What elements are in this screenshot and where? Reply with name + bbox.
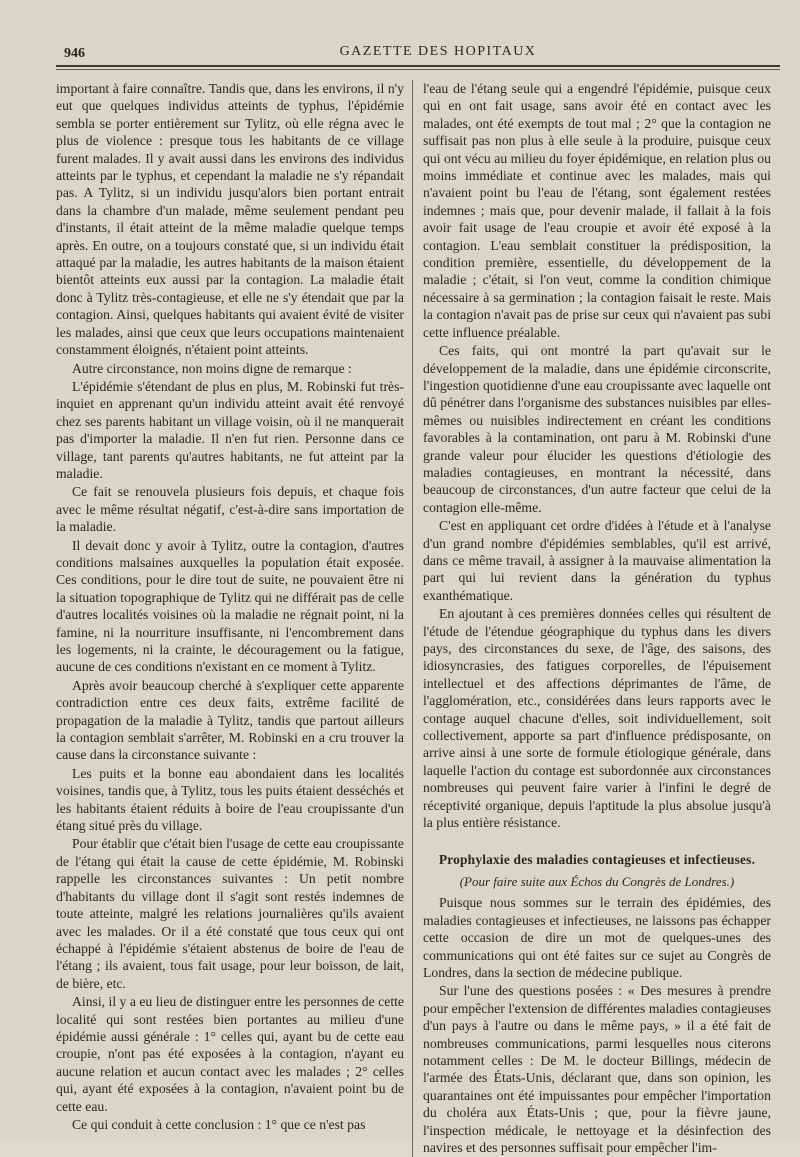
paragraph: Autre circonstance, non moins digne de remarque : xyxy=(72,360,352,376)
paragraph: Ces faits, qui ont montré la part qu'avait sur le développement de la maladie, dans une épidémie circonscrite, l'ingestion quotidienne d'une eau croupissante avec laquelle ont dû pénétrer dans l'organisme des substances nuisibles par elles-mêmes ou nuisibles indirectement en créant les conditions favorables à la contamination, ont paru à M. Robinski d'une grande valeur pour élucider les questions d'étiologie des maladies contagieuses, en montrant la nécessité, dans beaucoup de circonstances, d'un autre facteur que celui de la contagion elle-même. xyxy=(423,343,771,515)
paragraph: Il devait donc y avoir à Tylitz, outre la contagion, d'autres conditions malsaines auxquelles la population était exposée. Ces conditions, pour le dire tout de suite, ne pouvaient être ni la situation topographique de Tylitz qui ne différait pas de celle d'autres localités voisines où la maladie ne régnait point, ni la famine, ni la nourriture insuffisante, ni l'encombrement dans les logements, ni la crainte, le découragement ou la fatigue, aucune de ces conditions n'existant en ce moment à Tylitz. xyxy=(56,537,404,675)
section-heading: Prophylaxie des maladies contagieuses et infectieuses. xyxy=(438,852,756,868)
left-column xyxy=(56,80,412,1157)
paragraph: l'eau de l'étang seule qui a engendré l'épidémie, puisque ceux qui en ont fait usage, sans avoir été en contact avec les malades, ont été exempts de tout mal ; 2° que la contagion ne suffisait pas non plus à elle seule à la produire, puisque ceux qui ont vécu au milieu du foyer épidémique, en relation plus ou moins immédiate et continue avec les malades, mais qui n'avaient point bu l'eau de l'étang, sont également restées indemnes ; mais que, pour devenir malade, il fallait à la fois avoir fait usage de l'eau croupie et avoir été exposé à la contagion. L'eau semblait constituer la prédisposition, la condition première, essentielle, du développement de la maladie ; c'était, si l'on veut, comme la condition chimique nécessaire à sa germination ; la contagion faisait le reste. Mais la contagion n'avait pas de prise sur ceux qui n'avaient pas subi cette influence préalable. xyxy=(423,81,771,340)
paragraph: Puisque nous sommes sur le terrain des épidémies, des maladies contagieuses et infectieuses, ne laissons pas échapper cette occasion de dire un mot de quelques-unes des communications qui ont été faites sur ce sujet au Congrès de Londres, dans la section de médecine publique. xyxy=(423,895,771,980)
paragraph: Les puits et la bonne eau abondaient dans les localités voisines, tandis que, à Tylitz, tous les puits étaient desséchés et les habitants étaient réduits à boire de l'eau croupissante d'un étang situé près du village. xyxy=(56,765,404,834)
page-header xyxy=(56,34,780,61)
paragraph: C'est en appliquant cet ordre d'idées à l'étude et à l'analyse d'un grand nombre d'épidémies semblables, qu'il est arrivé, dans ce même travail, à assigner à la mauvaise alimentation la part qui lui revient dans la génération du typhus exanthématique. xyxy=(423,518,771,603)
journal-title: GAZETTE DES HOPITAUX xyxy=(339,44,537,59)
page-number: 946 xyxy=(64,46,85,61)
paragraph: L'épidémie s'étendant de plus en plus, M. Robinski fut très-inquiet en apprenant qu'un individu atteint avait été renvoyé chez ses parents habitant un village voisin, où il ne manquerait pas d'importer la maladie. Il n'en fut rien. Personne dans ce village, tant parents qu'autres habitants, ne fut atteint par la maladie. xyxy=(56,378,404,481)
paragraph: Ce qui conduit à cette conclusion : 1° que ce n'est pas xyxy=(72,1116,366,1132)
paragraph: En ajoutant à ces premières données celles qui résultent de l'étude de l'étendue géographique du typhus dans les divers pays, des circonstances du sexe, de l'âge, des saisons, des idiosyncrasies, des fatigues corporelles, de l'épuisement intellectuel et des affections déprimantes de l'âme, de l'agglomération, etc., considérées dans leurs rapports avec le contage auquel chacune d'elles, soit individuellement, soit collectivement, apporte sa part d'influence prédisposante, on arrive ainsi à une sorte de formule étiologique générale, dans laquelle l'action du contage est subordonnée aux circonstances nombreuses qui peuvent faire varier à l'infini le degré de réceptivité organique, depuis l'aptitude la plus absolue jusqu'à la plus entière résistance. xyxy=(423,606,771,831)
paragraph: important à faire connaître. Tandis que, dans les environs, il n'y eut que quelques individus atteints de typhus, l'épidémie sembla se porter entièrement sur Tylitz, où elle régna avec le plus de violence : presque tous les habitants de ce village furent malades. Il y avait aussi dans les environs des individus atteints par le typhus, et cependant la maladie ne s'y répandait pas. A Tylitz, si un individu jusqu'alors bien portant entrait dans la chambre d'un malade, même seulement pendant peu d'instants, il était atteint de la même maladie quelque temps après. En outre, on a toujours constaté que, si un individu était attaqué par la maladie, les autres habitants de la maison étaient bientôt atteints eux aussi par la contagion. La maladie était donc à Tylitz très-contagieuse, et elle ne s'y étendait que par la contagion. Ainsi, quelques habitants qui avaient évité de visiter les malades, ainsi que ceux que leurs occupations maintenaient constamment éloignés, n'étaient point atteints. xyxy=(56,81,404,358)
header-rule-thin xyxy=(56,69,780,70)
paragraph: Ainsi, il y a eu lieu de distinguer entre les personnes de cette localité qui sont restées bien portantes au milieu d'une épidémie aussi générale : 1° celles qui, ayant bu de cette eau croupie, n'ont pas été exposées à la contagion, n'ayant eu aucune relation et aucun contact avec les malades ; 2° celles qui, ayant été exposées à la contagion, n'avaient point bu de cette eau. xyxy=(56,994,404,1114)
paragraph: Pour établir que c'était bien l'usage de cette eau croupissante de l'étang qui était la cause de cette épidémie, M. Robinski rappelle les circonstances suivantes : Un petit nombre d'habitants du village dont il s'agit sont restés indemnes de toute atteinte, malgré les relations journalières qu'ils avaient avec les malades. Or il a été constaté que tous ceux qui ont échappé à l'épidémie s'étaient abstenus de boire de l'eau de l'étang ; ils avaient, tous fait usage, pour leur boisson, de lait, de bière, etc. xyxy=(56,836,404,991)
paragraph: Sur l'une des questions posées : « Des mesures à prendre pour empêcher l'extension de différentes maladies contagieuses d'un pays à l'autre ou dans le même pays, » il a été fait de nombreuses communications, parmi lesquelles nous citerons notamment celles : De M. le docteur Billings, médecin de l'armée des États-Unis, déclarant que, dans son opinion, les quarantaines ont été impuissantes pour empêcher l'importation du choléra aux États-Unis ; que, pour la fièvre jaune, l'inspection médicale, le nettoyage et la désinfection des navires et des personnes suffisait pour empêcher l'im- xyxy=(423,983,771,1155)
paragraph: Après avoir beaucoup cherché à s'expliquer cette apparente contradiction entre ces deux faits, extrême facilité de propagation de la maladie à Tylitz, tandis que partout ailleurs la contagion semblait s'arrêter, M. Robinski en a cru trouver la cause dans la circonstance suivante : xyxy=(56,677,404,763)
section-subheading: (Pour faire suite aux Échos du Congrès de Londres.) xyxy=(459,873,735,889)
text-columns xyxy=(56,80,780,1157)
header-rule xyxy=(56,65,780,67)
paragraph: Ce fait se renouvela plusieurs fois depuis, et chaque fois avec le même résultat négatif, c'est-à-dire sans importation de la maladie. xyxy=(56,484,404,535)
right-column xyxy=(412,80,771,1157)
